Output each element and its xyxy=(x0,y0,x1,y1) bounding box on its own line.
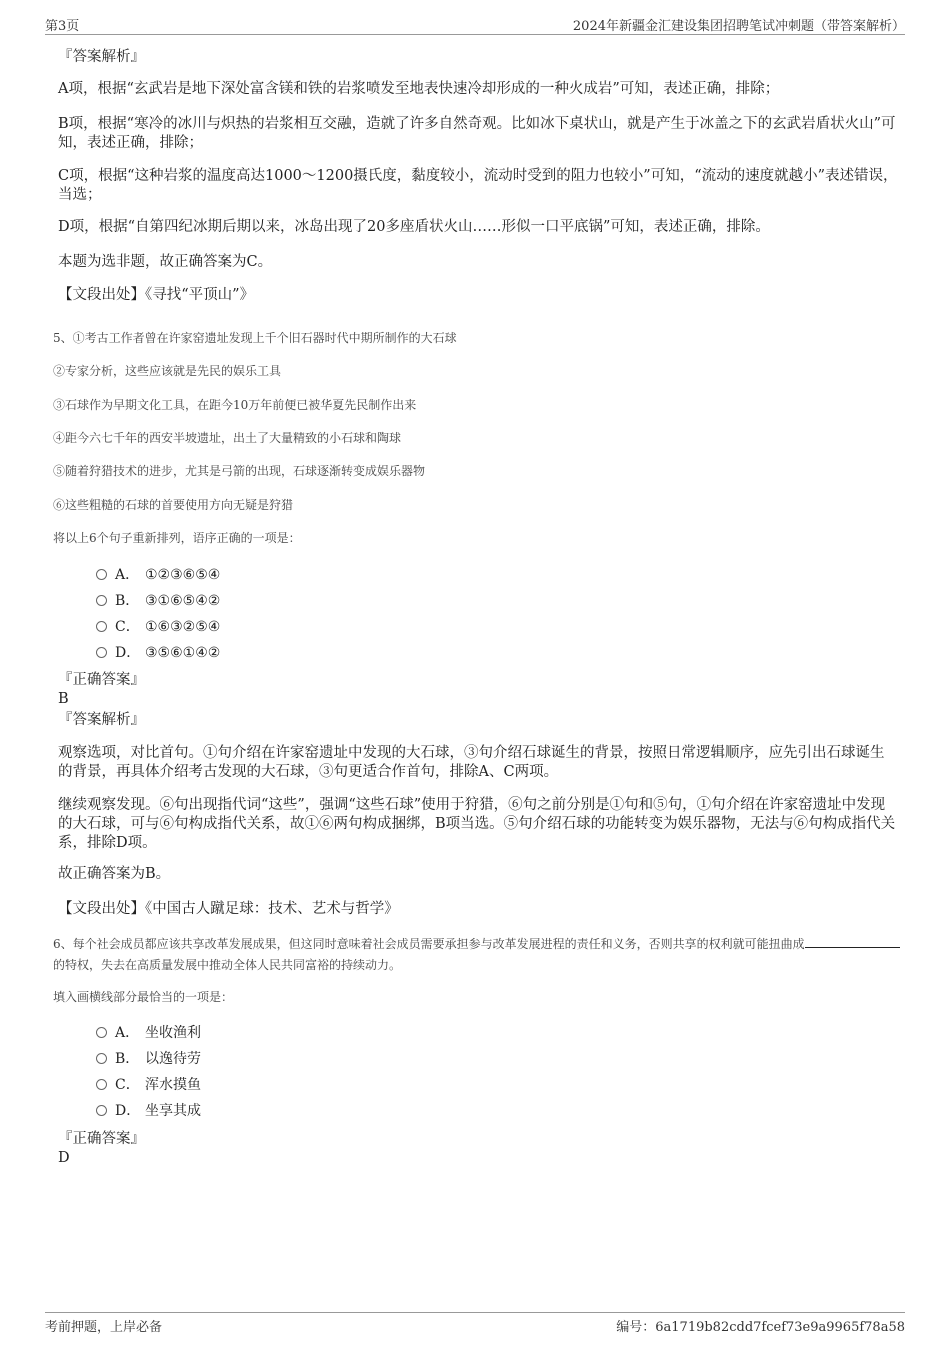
q4-analysis-para-d: D项，根据“自第四纪冰期后期以来，冰岛出现了20多座盾状火山……形似一口平底锅”可知，表述正确，排除。 xyxy=(58,219,770,235)
page-footer xyxy=(45,1312,905,1337)
q6-option-d[interactable]: D． 坐享其成 xyxy=(96,1102,201,1120)
q5-option-b[interactable]: B． ③①⑥⑤④② xyxy=(96,592,220,610)
q5-sentence-4: ④距今六七千年的西安半坡遗址，出土了大量精致的小石球和陶球 xyxy=(53,431,402,445)
q4-analysis-title: 『答案解析』 xyxy=(58,49,145,65)
radio-icon[interactable] xyxy=(96,1079,107,1090)
q5-sentence-3: ③石球作为早期文化工具，在距今10万年前便已被华夏先民制作出来 xyxy=(53,398,417,412)
answer-blank xyxy=(805,935,900,948)
q6-stem: 6、每个社会成员都应该共享改革发展成果，但这同时意味着社会成员需要承担参与改革发展进程的责任和义务，否则共享的权利就可能扭曲成的特权，失去在高质量发展中推动全体人民共同富裕的持续动力。 xyxy=(53,934,903,976)
q4-conclusion: 本题为选非题，故正确答案为C。 xyxy=(58,254,273,270)
q4-analysis-para-a: A项，根据“玄武岩是地下深处富含镁和铁的岩浆喷发至地表快速冷却形成的一种火成岩”可知，表述正确，排除； xyxy=(58,81,780,97)
radio-icon[interactable] xyxy=(96,1027,107,1038)
q5-option-a[interactable]: A． ①②③⑥⑤④ xyxy=(96,566,220,584)
q5-option-c[interactable]: C． ①⑥③②⑤④ xyxy=(96,618,220,636)
radio-icon[interactable] xyxy=(96,621,107,632)
q4-source: 【文段出处】《寻找“平顶山”》 xyxy=(58,287,255,303)
q4-analysis-para-b: B项，根据“寒冷的冰川与炽热的岩浆相互交融，造就了许多自然奇观。比如冰下桌状山，就是产生于冰盖之下的玄武岩盾状火山”可知，表述正确，排除； xyxy=(58,116,896,151)
q5-analysis-para-2: 继续观察发现。⑥句出现指代词“这些”，强调“这些石球”使用于狩猎，⑥句之前分别是①句和⑤句，①句介绍在许家窑遗址中发现的大石球，可与⑥句构成指代关系，故①⑥两句构成捆绑，B项当选。⑤句介绍石球的功能转变为娱乐器物，无法与⑥句构成指代关系，排除D项。 xyxy=(58,797,896,851)
radio-icon[interactable] xyxy=(96,1105,107,1116)
q5-answer: B xyxy=(58,691,69,707)
footer-slogan: 考前押题，上岸必备 xyxy=(45,1320,163,1335)
q4-analysis-para-c: C项，根据“这种岩浆的温度高达1000～1200摄氏度，黏度较小，流动时受到的阻力也较小”可知，“流动的速度就越小”表述错误，当选； xyxy=(58,168,898,203)
q6-answer-title: 『正确答案』 xyxy=(58,1131,145,1147)
document-code: 编号：6a1719b82cdd7fcef73e9a9965f78a58 xyxy=(616,1320,905,1335)
q5-source: 【文段出处】《中国古人蹴足球：技术、艺术与哲学》 xyxy=(58,901,399,917)
page-header xyxy=(45,12,905,35)
q5-sentence-6: ⑥这些粗糙的石球的首要使用方向无疑是狩猎 xyxy=(53,498,294,512)
q6-answer: D xyxy=(58,1150,70,1166)
radio-icon[interactable] xyxy=(96,595,107,606)
document-title: 2024年新疆金汇建设集团招聘笔试冲刺题（带答案解析） xyxy=(572,19,905,34)
q5-conclusion: 故正确答案为B。 xyxy=(58,866,171,882)
q5-sentence-5: ⑤随着狩猎技术的进步，尤其是弓箭的出现，石球逐渐转变成娱乐器物 xyxy=(53,464,426,478)
q5-sentence-2: ②专家分析，这些应该就是先民的娱乐工具 xyxy=(53,364,282,378)
q5-analysis-title: 『答案解析』 xyxy=(58,712,145,728)
q5-analysis-para-1: 观察选项，对比首句。①句介绍在许家窑遗址中发现的大石球，③句介绍石球诞生的背景，按照日常逻辑顺序，应先引出石球诞生的背景，再具体介绍考古发现的大石球，③句更适合作首句，排除A、C两项。 xyxy=(58,745,885,780)
page-number: 第3页 xyxy=(45,19,80,34)
radio-icon[interactable] xyxy=(96,647,107,658)
radio-icon[interactable] xyxy=(96,1053,107,1064)
radio-icon[interactable] xyxy=(96,569,107,580)
q5-sentence-1: 5、①考古工作者曾在许家窑遗址发现上千个旧石器时代中期所制作的大石球 xyxy=(53,331,457,345)
q6-option-a[interactable]: A． 坐收渔利 xyxy=(96,1024,201,1042)
q6-option-c[interactable]: C． 浑水摸鱼 xyxy=(96,1076,201,1094)
q5-prompt: 将以上6个句子重新排列，语序正确的一项是： xyxy=(53,531,301,545)
q6-prompt: 填入画横线部分最恰当的一项是： xyxy=(53,990,234,1004)
q5-option-d[interactable]: D． ③⑤⑥①④② xyxy=(96,644,220,662)
q5-answer-title: 『正确答案』 xyxy=(58,672,145,688)
q6-option-b[interactable]: B． 以逸待劳 xyxy=(96,1050,201,1068)
